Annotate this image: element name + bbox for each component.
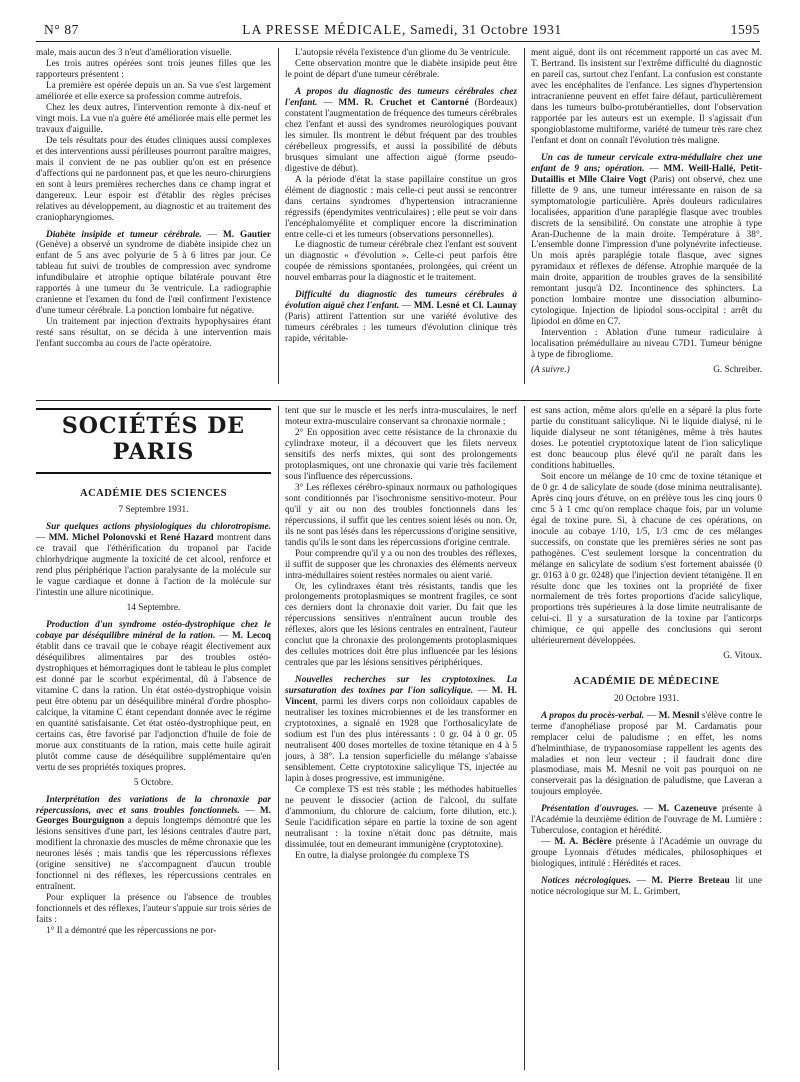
article-author: M. Mesnil — [658, 710, 700, 721]
column-rule — [524, 406, 525, 1070]
article-heading: Diabète insipide et tumeur cérébrale. — [46, 229, 202, 240]
to-be-continued: (A suivre.) — [531, 365, 570, 376]
bottom-column-1 — [36, 406, 271, 1076]
journal-masthead: LA PRESSE MÉDICALE, Samedi, 31 Octobre 1931 — [242, 22, 562, 37]
paragraph: Le diagnostic de tumeur cérébrale chez l'enfant est souvent un diagnostic « d'évolution ». Celle-ci peut parfois être coupée de rémissions spontanées, prolongées, qui créent un nouvel embarras pour la diagnostic et le traitement. — [285, 240, 517, 284]
paragraph: Chez les deux autres, l'intervention remonte à dix-neuf et vingt mois. La vue n'a guère été améliorée mais elle permet les travaux d'aiguille. — [36, 102, 271, 135]
article-text: s'élève contre le terme d'anophéliase proposé par M. Cardamatis pour remplacer celui de paludisme ; en effet, les noms d'helminthiase, de trypanosomiase rappellent les agents des maladies et non leur vecteur ; il faudrait donc dire plasmodiase, mais M. Mesnil ne voit pas pourquoi on ne conserverait pas la désignation de paludisme, que Laveran a toujours employée. — [531, 710, 762, 798]
society-heading: ACADÉMIE DE MÉDECINE — [573, 676, 720, 688]
paragraph: En outre, la dialyse prolongée du complexe TS — [295, 850, 470, 861]
article-entry: Diabète insipide et tumeur cérébrale. — M. Gautier (Genève) a observé un syndrome de diabète insipide chez un enfant de 5 ans avec polyurie de 5 à 6 litres par jour. Ce tableau fut suivi de troubles de compression avec syndrome infundibulaire et atrophie optique bilatérale pouvant être rapportés à une tumeur du 3e ventricule. La radiographie cranienne et l'examen du fond de l'œil confirment l'existence d'une tumeur cérébrale. La ponction lombaire fut négative. — [36, 229, 271, 317]
paragraph: 2° En opposition avec cette résistance de la chronaxie du cylindraxe moteur, il a découvert que les filets nerveux sensitifs des nerfs mixtes, qui sont des prolongements protoplasmiques, ont une chronaxie qui varie très facilement sous l'influence des répercussions. — [285, 427, 517, 482]
column-rule — [524, 48, 525, 384]
article-author: MM. Weill-Hallé, Petit-Dutaillis et Mlle Claire Vogt — [531, 163, 762, 185]
article-heading: Production d'un syndrome ostéo-dystrophique chez le cobaye par déséquilibre minéral de la ration. — [36, 620, 271, 641]
article-text: présente à l'Académie la deuxième édition de l'ouvrage de M. Lumière : Tuberculose, contagion et hérédité. — [531, 804, 762, 837]
paragraph: 1° Il a démontré que les répercussions ne por- — [46, 926, 217, 937]
article-author: M. Gautier — [222, 229, 271, 240]
article-entry: A propos du procès-verbal. — M. Mesnil s'élève contre le terme d'anophéliase proposé par M. Cardamatis pour remplacer celui de paludisme ; en effet, les noms d'helminthiase, de trypanosomiase rappellent les agents des maladies et non leur vecteur ; il faudrait donc dire plasmodiase, mais M. Mesnil ne voit pas pourquoi on ne conserverait pas la désignation de paludisme, que Laveran a toujours employée. — [531, 710, 762, 798]
article-author: M. Georges Bourguignon — [36, 805, 271, 827]
paragraph: Pour comprendre qu'il y a ou non des troubles des réflexes, il suffit de supposer que les chronaxies des éléments nerveux intra-médullaires soient restées normales ou aient varié. — [285, 548, 517, 581]
column-rule — [278, 406, 279, 1070]
article-entry: Production d'un syndrome ostéo-dystrophique chez le cobaye par déséquilibre minéral de la ration. — M. Lecoq établit dans ce travail que le cobaye réagit électivement aux déséquilibres alimentaires par des troubles ostéo-dystrophiques et hémorragiques dont le tableau le plus complet est donné par le scorbut expérimental, dû à l'absence de vitamine C dans la ration. Un état ostéo-dystrophique voisin peut être obtenu par un déséquilibre minéral d'ordre phospho-calcique, la vitamine C étant cependant donnée avec le régime en quantité satisfaisante. Cet état ostéo-dystrophique peut, en certains cas, être favorisé par l'adjonction d'huile de foie de morue aux constituants de la ration, mais cette huile agirait plutôt comme cause de déséquilibre supplémentaire qu'en vertu de ses propriétés toxiques propres. — [36, 620, 271, 773]
section-title: SOCIÉTÉS DE PARIS — [36, 408, 271, 474]
article-text: (Genève) a observé un syndrome de diabète insipide chez un enfant de 5 ans avec polyurie de 5 à 6 litres par jour. Ce tableau fut suivi de troubles de compression avec syndrome infundibulaire et atrophie optique bilatérale pouvant être rapportés à une tumeur du 3e ventricule. La radiographie cranienne et l'examen du fond de l'œil confirment l'existence d'une tumeur cérébrale. La ponction lombaire fut négative. — [36, 240, 271, 317]
article-heading: A propos du procès-verbal. — [541, 710, 645, 721]
paragraph: male, mais aucun des 3 n'eut d'amélioration visuelle. — [36, 48, 232, 58]
paragraph: Pour expliquer la présence ou l'absence de troubles fonctionnels et des réflexes, l'auteur s'appuie sur trois séries de faits : — [36, 893, 271, 926]
article-heading: Notices nécrologiques. — [541, 876, 632, 887]
article-heading: Difficulté du diagnostic des tumeurs cérébrales à évolution aiguë chez l'enfant. — [285, 290, 517, 312]
article-heading: Nouvelles recherches sur les cryptotoxines. La sursaturation des toxines par l'ion salicylique. — [285, 675, 517, 697]
article-entry: Interprétation des variations de la chronaxie par répercussions, avec et sans troubles fonctionnels. — M. Georges Bourguignon a depuis longtemps démontré que les lésions sensitives d'une part, les lésions centrales d'autre part, modifient la chronaxie des muscles de même chronaxie que les neurones lésés ; mais tandis que les répercussions réflexes (origine sensitive) ne s'accompagnent d'aucun trouble fonctionnel ni des réflexes, les répercussions centrales en entraînent. — [36, 794, 271, 893]
article-text: (Bordeaux) constatent l'augmentation de fréquence des tumeurs cérébrales chez l'enfant et aussi des syndromes neurologiques pouvant les simuler. Ils montrent le début fréquent par des troubles cérébelleux progressifs, et aussi la possibilité de débuts brusques simulant une affection aiguë (forme pseudo-digestive de début). — [285, 97, 517, 174]
article-text: présente à l'Académie un ouvrage du groupe Lyonnais d'études médicales, philosophiques et biologiques, intitulé : Hérédités et races. — [531, 837, 762, 870]
article-entry: — M. A. Béclère présente à l'Académie un ouvrage du groupe Lyonnais d'études médicales, philosophiques et biologiques, intitulé : Hérédités et races. — [531, 837, 762, 870]
article-author: M. A. Béclère — [554, 837, 612, 848]
article-text: (Paris) ont observé, chez une fillette de 9 ans, une tumeur intéressante en raison de sa symptomatologie particulière. Après douleurs radiculaires localisées, apparition d'une paraplégie flasque avec troubles discrets de la sensibilité. On constate une atrophie à type Aran-Duchenne de la main droite. Température à 38°. L'ensemble donne l'impression d'une polynévrite infectieuse. Un mois après paraplégie totale flasque, avec signes pyramidaux et réflexes de défense. Atrophie marquée de la main droite, apparition de troubles graves de la sensibilité remontant jusqu'à D2. Incontinence des sphincters. La ponction lombaire montre une dissociation albumino-cytologique. Injection de lipiodol sous-occipital : arrêt du lipiodol en dôme en C7. — [531, 174, 762, 328]
bottom-column-3 — [531, 406, 762, 1076]
paragraph: Les trois autres opérées sont trois jeunes filles que les rapporteurs présentent : — [36, 58, 271, 80]
paragraph: Intervention : Ablation d'une tumeur radiculaire à localisation prémédullaire au niveau C7D1. Tumeur bénigne à type de fibrogliome. — [531, 328, 762, 361]
paragraph: Ce complexe TS est très stable ; les méthodes habituelles ne peuvent le dissocier (action de l'alcool, du sulfate d'ammonium, du chlorure de calcium, forte dilution, etc.). Seule l'acidification sépare en partie la toxine de son agent neutralisant : la toxine n'était donc pas détruite, mais dissimulée, tout en demeurant immunigène (cryptotoxine). — [285, 784, 517, 850]
article-entry: Notices nécrologiques. — M. Pierre Breteau lit une notice nécrologique sur M. L. Grimbert, — [531, 876, 762, 898]
article-entry: Difficulté du diagnostic des tumeurs cérébrales à évolution aiguë chez l'enfant. — MM. Lesné et Cl. Launay (Paris) attirent l'attention sur une variété évolutive des tumeurs cérébrales : les tumeurs d'évolution clinique très rapide, véritable- — [285, 290, 517, 345]
article-footer — [531, 365, 762, 376]
article-heading: A propos du diagnostic des tumeurs cérébrales chez l'enfant. — [285, 86, 517, 108]
article-author: MM. R. Cruchet et Cantorné — [338, 97, 469, 108]
society-heading: ACADÉMIE DES SCIENCES — [79, 487, 228, 499]
signature: G. Vitoux. — [723, 651, 762, 662]
session-date: 14 Septembre. — [126, 603, 181, 614]
article-heading: Sur quelques actions physiologiques du chlorotropisme. — [46, 522, 271, 533]
paragraph: Cette observation montre que le diabète insipide peut être le point de départ d'une tumeur cérébrale. — [285, 58, 517, 80]
article-author: M. Lecoq — [231, 630, 271, 641]
article-entry: Présentation d'ouvrages. — M. Cazeneuve présente à l'Académie la deuxième édition de l'ouvrage de M. Lumière : Tuberculose, contagion et hérédité. — [531, 804, 762, 837]
article-heading: Interprétation des variations de la chronaxie par répercussions, avec et sans troubles fonctionnels. — [36, 794, 271, 816]
top-column-2 — [285, 48, 517, 396]
issue-number: N° 87 — [44, 22, 80, 37]
paragraph: L'autopsie révéla l'existence d'un gliome du 3e ventricule. — [295, 48, 511, 58]
article-author: M. Pierre Breteau — [651, 876, 730, 887]
article-heading: Un cas de tumeur cervicale extra-médullaire chez une enfant de 9 ans; opération. — [531, 152, 762, 174]
paragraph: La première est opérée depuis un an. Sa vue s'est largement améliorée et elle exerce sa profession comme autrefois. — [36, 80, 271, 102]
paragraph: De tels résultats pour des études cliniques aussi complexes et des interventions aussi périlleuses pourront paraître maigres, mais il convient de ne pas oublier qu'on est en présence d'affections qui ne pardonnent pas, et que les neuro-chirurgiens en sont à leurs premières recherches dans ce champ ingrat et dangereux. Leur espoir est d'établir des règles précises relatives au développement, au diagnostic et au traitement des craniopharyngiomes. — [36, 135, 271, 223]
article-heading: Présentation d'ouvrages. — [541, 804, 639, 815]
article-entry: Un cas de tumeur cervicale extra-médullaire chez une enfant de 9 ans; opération. — MM. Weill-Hallé, Petit-Dutaillis et Mlle Claire Vogt (Paris) ont observé, chez une fillette de 9 ans, une tumeur intéressante en raison de sa symptomatologie particulière. Après douleurs radiculaires localisées, apparition d'une paraplégie flasque avec troubles discrets de la sensibilité. On constate une atrophie à type Aran-Duchenne de la main droite. Température à 38°. L'ensemble donne l'impression d'une polynévrite infectieuse. Un mois après paraplégie totale flasque, avec signes pyramidaux et réflexes de défense. Atrophie marquée de la main droite, apparition de troubles graves de la sensibilité remontant jusqu'à D2. Incontinence des sphincters. La ponction lombaire montre une dissociation albumino-cytologique. Injection de lipiodol sous-occipital : arrêt du lipiodol en dôme en C7. — [531, 152, 762, 328]
session-date: 5 Octobre. — [133, 777, 174, 788]
journal-name: LA PRESSE MÉDICALE — [242, 22, 403, 37]
article-text: montrent dans ce travail que l'éthérification du tropanol par l'acide chlorhydrique augmente la toxicité de cet alcool, renforce et rend plus périphérique l'action paralysante de la molécule sur le vague cardiaque et donne à l'action de la molécule sur l'intestin une allure nicotinique. — [36, 533, 271, 599]
article-text: lit une notice nécrologique sur M. L. Grimbert, — [531, 876, 762, 898]
bottom-column-2 — [285, 406, 517, 1076]
article-author: MM. Lesné et Cl. Launay — [413, 301, 517, 312]
session-date: 20 Octobre 1931. — [614, 693, 679, 704]
article-entry: A propos du diagnostic des tumeurs cérébrales chez l'enfant. — MM. R. Cruchet et Cantorné (Bordeaux) constatent l'augmentation de fréquence des tumeurs cérébrales chez l'enfant et aussi des syndromes neurologiques pouvant les simuler. Ils montrent le début fréquent par des troubles cérébelleux progressifs, et aussi la possibilité de débuts brusques simulant une affection aiguë (forme pseudo-digestive de début). — [285, 86, 517, 174]
session-date: 7 Septembre 1931. — [118, 505, 189, 516]
paragraph: tent que sur le muscle et les nerfs intra-musculaires, le nerf moteur extra-musculaire conservant sa chronaxie normale ; — [285, 406, 517, 427]
article-author: M. Cazeneuve — [657, 804, 717, 815]
signature: G. Schreiber. — [713, 365, 762, 376]
column-rule — [278, 48, 279, 384]
paragraph: A la période d'état la stase papillaire constitue un gros élément de diagnostic : mais celle-ci peut aussi se rencontrer dans certains syndromes d'hypertension intracranienne régressifs (épendymites ventriculaires) ; elle peut se voir dans l'encéphalomyélite et compliquer encore la discrimination entre celle-ci et les tumeurs (observations personnelles). — [285, 174, 517, 240]
issue-date: Samedi, 31 Octobre 1931 — [409, 22, 562, 37]
article-text: (Paris) attirent l'attention sur une variété évolutive des tumeurs cérébrales : les tumeurs d'évolution clinique très rapide, véritable- — [285, 312, 517, 345]
paragraph: Un traitement par injection d'extraits hypophysaires étant resté sans résultat, on se décida à une intervention mais l'enfant succomba au cours de l'acte opératoire. — [36, 317, 271, 350]
paragraph: est sans action, même alors qu'elle en a séparé la plus forte partie du constituant salicylique. Ni le liquide dialysé, ni le liquide dialyseur ne sont tétanigènes, même à très hautes doses. Le potentiel cryptotoxique latent de l'ion salicylique est donc beaucoup plus élevé qu'il ne paraît dans les conditions habituelles. — [531, 406, 762, 471]
article-text: a depuis longtemps démontré que les lésions sensitives d'une part, les lésions centrales d'autre part, modifient la chronaxie des muscles de même chronaxie que les neurones lésés ; mais tandis que les répercussions réflexes (origine sensitive) ne s'accompagnent d'aucun trouble fonctionnel ni des réflexes, les répercussions centrales en entraînent. — [36, 816, 271, 893]
section-rule — [36, 400, 760, 401]
article-author: MM. Michel Polonovski et René Hazard — [48, 533, 214, 544]
article-text: , parmi les divers corps non colloïdaux capables de neutraliser les toxines microbiennes et de les transformer en cryptotoxines, a signalé en 1928 que l'orthosalicylate de sodium est l'un des plus intéressants : 0 gr. 04 à 0 gr. 05 neutralisent 400 doses mortelles de toxine tétanique en 4 à 5 jours, à 38°. La tension superficielle du mélange s'abaisse sensiblement. Cette cryptotoxine salicylique TS, injectée au lapin à doses progressive, est immunigène. — [285, 697, 517, 784]
header-rule — [36, 41, 760, 42]
paragraph: 3° Les réflexes cérébro-spinaux normaux ou pathologiques sont conditionnés par l'isochronisme sensitivo-moteur. Pour qu'il y ait ou non des troubles fonctionnels dans les répercussions, il suffit que les centres soient lésés ou non. Or, ils ne sont pas lésés dans les répercussions d'origine sensitive, tandis qu'ils le sont dans les répercussions d'origine centrale. — [285, 482, 517, 548]
top-column-3 — [531, 48, 762, 396]
paragraph: ment aiguë, dont ils ont récemment rapporté un cas avec M. T. Bertrand. Ils insistent sur l'extrême difficulté du diagnostic en pareil cas, surtout chez l'enfant. La confusion est constante avec les encéphalites de l'enfance. Les signes d'hypertension intracranienne peuvent en effet faire défaut, particulièrement dans les tumeurs bulbo-protubérantielles, dont l'observation rapportée par les auteurs est un exemple. Il s'agissait d'un spongioblastome multiforme, variété de tumeur très rare chez l'enfant et dont on connaît l'évolution très maligne. — [531, 48, 762, 146]
top-column-1 — [36, 48, 271, 396]
article-entry: Sur quelques actions physiologiques du chlorotropisme. — MM. Michel Polonovski et René Hazard montrent dans ce travail que l'éthérification du tropanol par l'acide chlorhydrique augmente la toxicité de cet alcool, renforce et rend plus périphérique l'action paralysante de la molécule sur le vague cardiaque et donne à l'action de la molécule sur l'intestin une allure nicotinique. — [36, 522, 271, 599]
paragraph: Or, les cylindraxes étant très résistants, tandis que les prolongements protoplasmiques se montrent fragiles, ce sont ces derniers dont la chronaxie doit varier. Du fait que les répercussions sensitives n'entraînent aucun trouble des réflexes, alors que les lésions centrales en entraînent, l'auteur conclut que la chronaxie des prolongements protoplasmiques des cellules motrices doit être plus influencée par les lésions centrales que par les lésions sensitives périphériques. — [285, 581, 517, 669]
article-entry: Nouvelles recherches sur les cryptotoxines. La sursaturation des toxines par l'ion salicylique. — M. H. Vincent, parmi les divers corps non colloïdaux capables de neutraliser les toxines microbiennes et de les transformer en cryptotoxines, a signalé en 1928 que l'orthosalicylate de sodium est l'un des plus intéressants : 0 gr. 04 à 0 gr. 05 neutralisent 400 doses mortelles de toxine tétanique en 4 à 5 jours, à 38°. La tension superficielle du mélange s'abaisse sensiblement. Cette cryptotoxine salicylique TS, injectée au lapin à doses progressive, est immunigène. — [285, 675, 517, 784]
article-author: M. H. Vincent — [285, 686, 517, 708]
article-text: établit dans ce travail que le cobaye réagit électivement aux déséquilibres alimentaires par des troubles ostéo-dystrophiques et hémorragiques dont le tableau le plus complet est donné par le scorbut expérimental, dû à l'absence de vitamine C dans la ration. Un état ostéo-dystrophique voisin peut être obtenu par un déséquilibre minéral d'ordre phospho-calcique, la vitamine C étant cependant donnée avec le régime en quantité satisfaisante. Cet état ostéo-dystrophique peut, en certains cas, être favorisé par l'adjonction d'huile de foie de morue aux constituants de la ration, mais cette huile agirait plutôt comme cause de déséquilibre supplémentaire qu'en vertu de ses propriétés toxiques propres. — [36, 641, 271, 773]
paragraph: Soit encore un mélange de 10 cmc de toxine tétanique et de 0 gr. 4 de salicylate de soude (dose minima neutralisante). Après cinq jours d'étuve, on en prélève tous les cinq jours 0 cmc 5 à 1 cmc qu'on remplace chaque fois, par un volume égal de toxine pure. Si, à chacune de ces opérations, on inocule au cobaye 1/10, 1/5, 1/3 cmc de ces mélanges successifs, on constate que les premières séries ne sont pas pathogènes. C'est seulement lorsque la concentration du mélange en salicylate de sodium s'est fortement abaissée (0 gr. 0163 à 0 gr. 0248) que l'injection devient tétanigène. Il en résulte donc que les toxines ont la propriété de fixer normalement de très fortes proportions d'acide salicylique, proportions très supérieures à la dose limite neutralisante de celui-ci. Il y a sursaturation de la toxine par l'anticorps chimique, ce qui appelle des conclusions qui seront ultérieurement développées. — [531, 471, 762, 647]
page-folio: 1595 — [730, 22, 760, 37]
running-header — [44, 22, 760, 38]
